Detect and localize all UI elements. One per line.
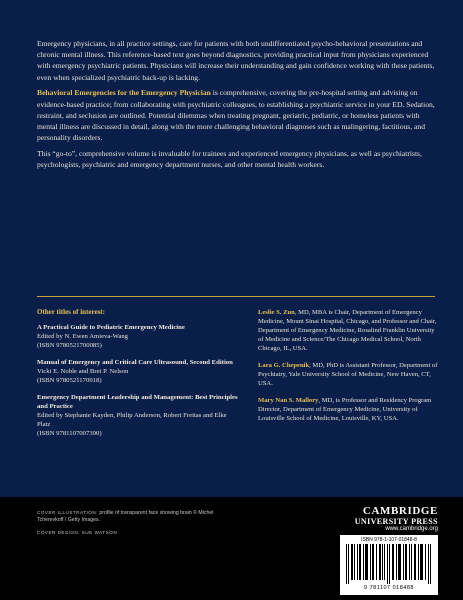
publisher-name-line2: UNIVERSITY PRESS <box>354 517 438 526</box>
publisher-name-line1: CAMBRIDGE <box>362 505 438 517</box>
blurb-paragraph-2 <box>37 87 437 143</box>
other-title-isbn: (ISBN 9780521700085) <box>37 342 102 349</box>
cover-illustration-text: profile of transparent face showing brain © Michel Tcherevkoff / Getty Images. <box>37 510 214 524</box>
other-title-item <box>37 323 239 350</box>
cover-illustration-credit <box>37 509 237 525</box>
author-bio <box>258 396 440 423</box>
isbn-label: ISBN 978-1-107-01848-8 <box>361 537 417 543</box>
author-bio-text: , MD, MBA is Chair, Department of Emergency Medicine, Mount Sinai Hospital, Chicago, and Professor and Chair, Department of Emergency Medicine, Rosalind Franklin University of Medicine and Science/The Chicago Medical School, North Chicago, IL, USA. <box>258 309 437 352</box>
barcode-box <box>340 535 438 595</box>
footer-band <box>0 497 463 600</box>
author-name: Mary Nan S. Mallory <box>258 397 319 404</box>
cover-illustration-label: COVER ILLUSTRATION: <box>37 510 98 515</box>
blurb-paragraph-3: This “go-to”, comprehensive volume is invaluable for trainees and experienced emergency physicians, as well as psychiatrists, psychologists, psychiatric and emergency department nurses, and other mental health workers. <box>37 148 422 170</box>
other-title-item <box>37 358 239 385</box>
other-title-name: A Practical Guide to Pediatric Emergency Medicine <box>37 324 185 331</box>
back-cover-blurb <box>37 38 437 175</box>
other-titles-heading: Other titles of interest: <box>37 308 105 316</box>
barcode-icon <box>344 544 434 584</box>
author-bio-text: , MD, PhD is Assistant Professor, Department of Psychiatry, Yale University School of Medicine, New Haven, CT, USA. <box>258 362 438 387</box>
other-title-item <box>37 393 239 438</box>
author-name: Leslie S. Zun <box>258 309 295 316</box>
cover-credits <box>37 509 237 536</box>
other-title-editors: Vicki E. Noble and Bret P. Nelson <box>37 368 129 375</box>
author-bio <box>258 361 440 388</box>
author-bios-section <box>258 308 440 431</box>
other-title-name: Emergency Department Leadership and Management: Best Principles and Practice <box>37 394 238 410</box>
other-title-isbn: (ISBN 9781107007390) <box>37 430 102 437</box>
blurb-paragraph-2-text: is comprehensive, covering the pre-hospital setting and advising on evidence-based practice; from collaborating with psychiatric colleagues, to establishing a psychiatric service in your ED. Sedation, restraint, and seclusion are outlined. Potential dilemmas when treating pregnant, geriatric, pediatric, or homeless patients with mental illness are discussed in detail, along with the more challenging behavioral diagnoses such as malingering, factitious, and personality disorders. <box>37 88 435 143</box>
author-name: Lara G. Chepenik <box>258 362 310 369</box>
cover-design-credit: COVER DESIGN: SUE WATSON <box>37 529 118 535</box>
other-title-name: Manual of Emergency and Critical Care Ultrasound, Second Edition <box>37 359 233 366</box>
publisher-logo <box>330 505 438 532</box>
section-divider <box>37 296 435 297</box>
publisher-url: www.cambridge.org <box>385 526 438 532</box>
author-bio-text: , MD, is Professor and Residency Program Director, Department of Emergency Medicine, University of Louisville School of Medicine, Louisville, KY, USA. <box>258 397 432 422</box>
other-title-isbn: (ISBN 9780521170918) <box>37 377 102 384</box>
other-titles-section <box>37 308 239 446</box>
book-title-inline: Behavioral Emergencies for the Emergency Physician <box>37 88 211 98</box>
other-title-editors: Edited by Stephanie Kayden, Philip Anderson, Robert Freitas and Elke Platz <box>37 412 227 428</box>
other-title-editors: Edited by N. Ewen Amieva-Wang <box>37 333 129 340</box>
blurb-paragraph-1: Emergency physicians, in all practice settings, care for patients with both undifferentiated psycho-behavioral presentations and chronic mental illness. This reference-based text goes beyond diagnostics, providing practical input from physicians experienced with emergency psychiatric patients. Physicians will increase their understanding and gain confidence working with these patients, even when specialized psychiatric back-up is lacking. <box>37 39 435 82</box>
barcode-number: 9 781107 018488 <box>364 585 414 591</box>
author-bio <box>258 308 440 353</box>
